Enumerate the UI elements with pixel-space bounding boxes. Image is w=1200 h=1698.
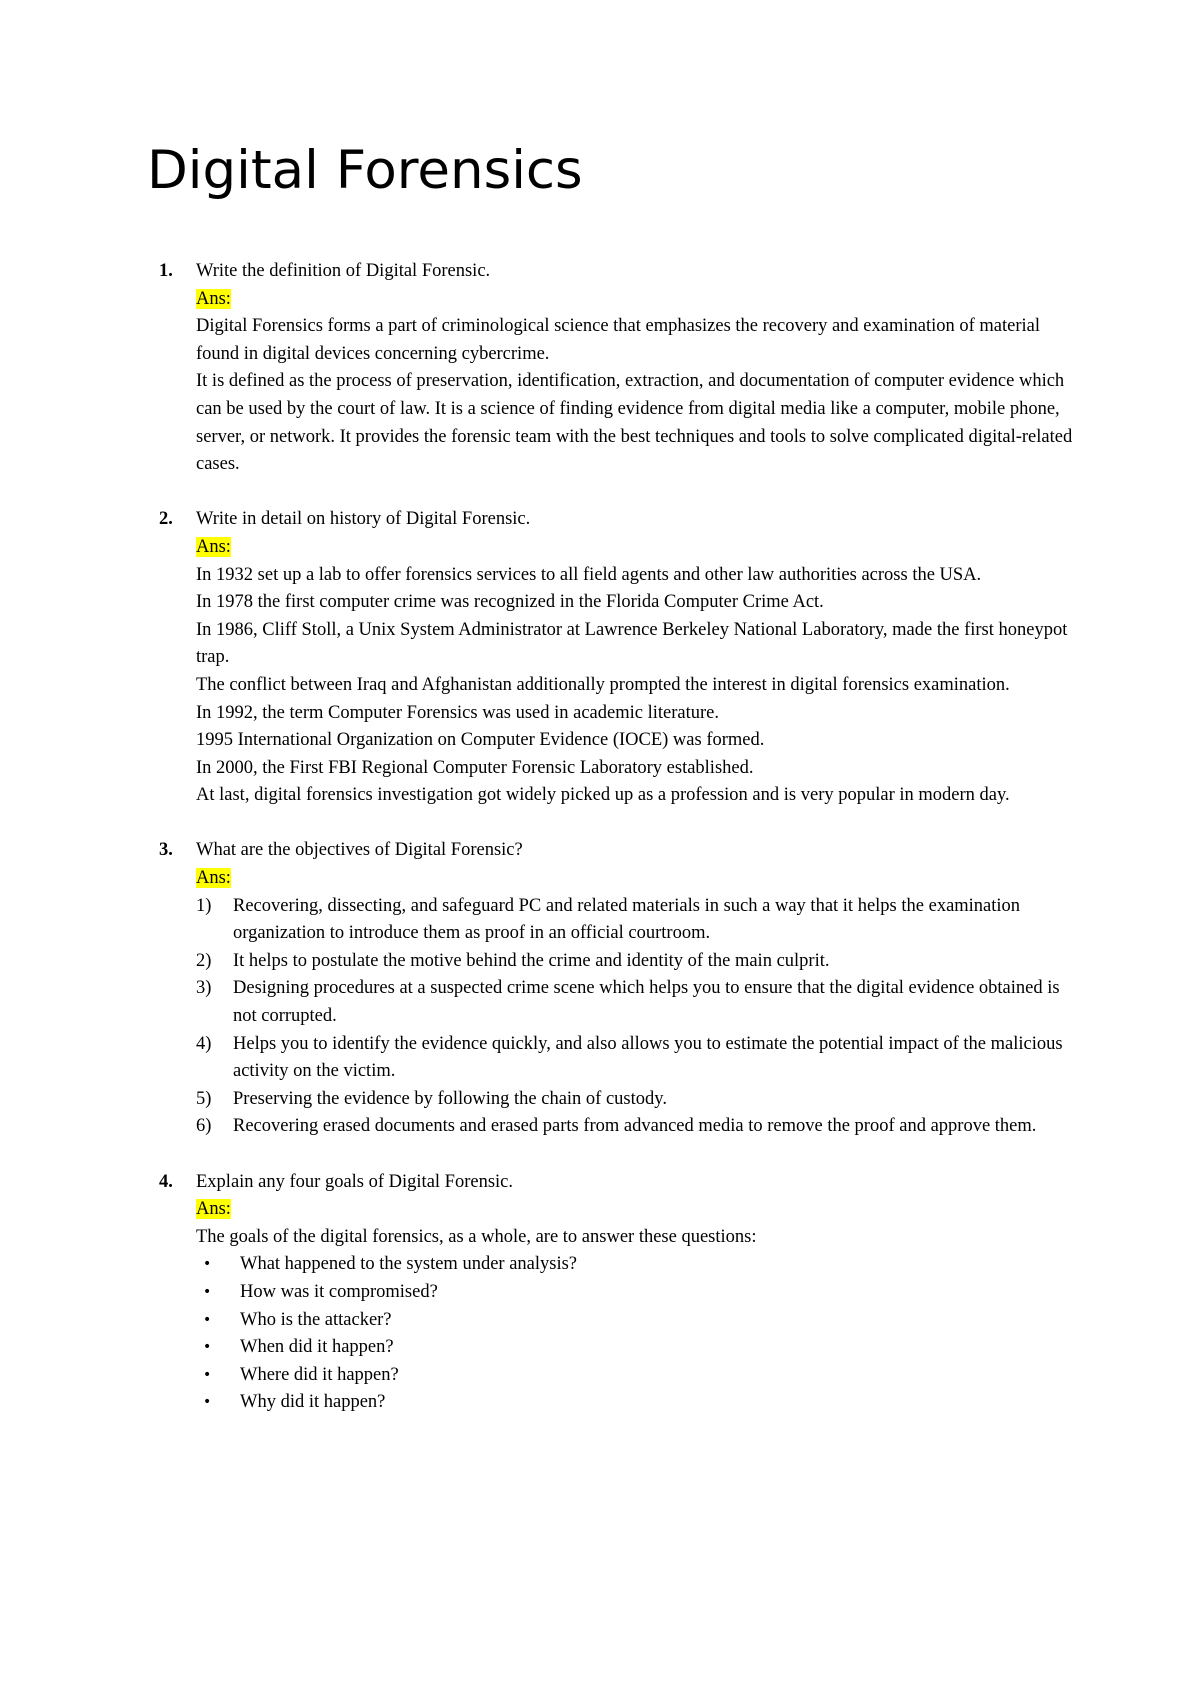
answer-paragraph: Digital Forensics forms a part of criminological science that emphasizes the recovery and examination of material found in digital devices concerning cybercrime. (196, 316, 1041, 364)
question-1 (0, 258, 1200, 479)
history-entry: In 1932 set up a lab to offer forensics services to all field agents and other law authorities across the USA. (196, 564, 982, 585)
question-number: 3. (159, 840, 173, 861)
list-item (196, 948, 1076, 976)
bullet-icon: • (203, 1283, 212, 1300)
item-text: Preserving the evidence by following the chain of custody. (233, 1088, 667, 1109)
answer-intro: The goals of the digital forensics, as a whole, are to answer these questions: (196, 1226, 757, 1247)
item-text: Why did it happen? (240, 1392, 386, 1413)
item-text: Who is the attacker? (240, 1309, 392, 1330)
bullet-icon: • (203, 1394, 212, 1411)
answer-label: Ans: (196, 536, 231, 557)
history-entry: In 1978 the first computer crime was recognized in the Florida Computer Crime Act. (196, 592, 824, 613)
list-item (196, 1362, 1076, 1390)
history-entry: In 1992, the term Computer Forensics was used in academic literature. (196, 702, 719, 723)
history-entry: 1995 International Organization on Computer Evidence (IOCE) was formed. (196, 730, 765, 751)
question-list (0, 258, 1200, 1445)
item-number: 6) (196, 1116, 212, 1137)
history-entry: In 2000, the First FBI Regional Computer Forensic Laboratory established. (196, 757, 754, 778)
question-body (196, 837, 1076, 1141)
page-title: Digital Forensics (147, 140, 583, 201)
history-entry: In 1986, Cliff Stoll, a Unix System Administrator at Lawrence Berkeley National Laboratory, made the first honeypot trap. (196, 619, 1068, 668)
answer-label: Ans: (196, 868, 231, 889)
answer-paragraph: It is defined as the process of preservation, identification, extraction, and documentation of computer evidence which can be used by the court of law. It is a science of finding evidence from digital media like a computer, mobile phone, server, or network. It provides the forensic team with the best techniques and tools to solve complicated digital-related cases. (196, 371, 1073, 475)
item-number: 5) (196, 1088, 212, 1109)
history-entry: At last, digital forensics investigation got widely picked up as a profession and is very popular in modern day. (196, 785, 1010, 806)
bullet-icon: • (203, 1256, 212, 1273)
list-item (196, 1334, 1076, 1362)
question-4 (0, 1169, 1200, 1417)
list-item (196, 1113, 1076, 1141)
list-item (196, 893, 1076, 948)
question-text: Write in detail on history of Digital Forensic. (196, 509, 531, 530)
list-item (196, 1389, 1076, 1417)
question-number: 2. (159, 509, 173, 530)
item-text: Designing procedures at a suspected crime scene which helps you to ensure that the digital evidence obtained is not corrupted. (233, 978, 1060, 1027)
list-item (196, 1251, 1076, 1279)
question-2 (0, 506, 1200, 810)
question-number: 1. (159, 261, 173, 281)
question-number: 4. (159, 1171, 173, 1192)
answer-label: Ans: (196, 1199, 231, 1220)
answer-label: Ans: (196, 288, 231, 309)
item-text: How was it compromised? (240, 1281, 438, 1302)
question-text: Explain any four goals of Digital Forensic. (196, 1171, 514, 1192)
history-entry: The conflict between Iraq and Afghanistan additionally prompted the interest in digital forensics examination. (196, 674, 1010, 695)
question-body (196, 1169, 1076, 1417)
item-text: It helps to postulate the motive behind the crime and identity of the main culprit. (233, 950, 830, 971)
list-item (196, 1307, 1076, 1335)
list-item (196, 1279, 1076, 1307)
bullet-icon: • (203, 1311, 212, 1328)
item-number: 1) (196, 895, 212, 916)
item-text: Helps you to identify the evidence quickly, and also allows you to estimate the potential impact of the malicious activity on the victim. (233, 1033, 1063, 1082)
list-item (196, 1086, 1076, 1114)
item-text: What happened to the system under analysis? (240, 1254, 578, 1275)
bullet-icon: • (203, 1339, 212, 1356)
objectives-list (196, 893, 1076, 1141)
question-3 (0, 837, 1200, 1141)
question-text: Write the definition of Digital Forensic. (196, 261, 491, 281)
item-number: 3) (196, 978, 212, 999)
list-item (196, 1031, 1076, 1086)
item-text: Recovering erased documents and erased parts from advanced media to remove the proof and approve them. (233, 1116, 1037, 1137)
list-item (196, 975, 1076, 1030)
item-text: When did it happen? (240, 1337, 394, 1358)
item-number: 4) (196, 1033, 212, 1054)
question-text: What are the objectives of Digital Forensic? (196, 840, 523, 861)
question-body (196, 258, 1076, 479)
question-body (196, 506, 1076, 810)
bullet-icon: • (203, 1366, 212, 1383)
item-number: 2) (196, 950, 212, 971)
item-text: Recovering, dissecting, and safeguard PC and related materials in such a way that it helps the examination organization to introduce them as proof in an official courtroom. (233, 895, 1021, 944)
item-text: Where did it happen? (240, 1364, 399, 1385)
goals-list (196, 1251, 1076, 1417)
